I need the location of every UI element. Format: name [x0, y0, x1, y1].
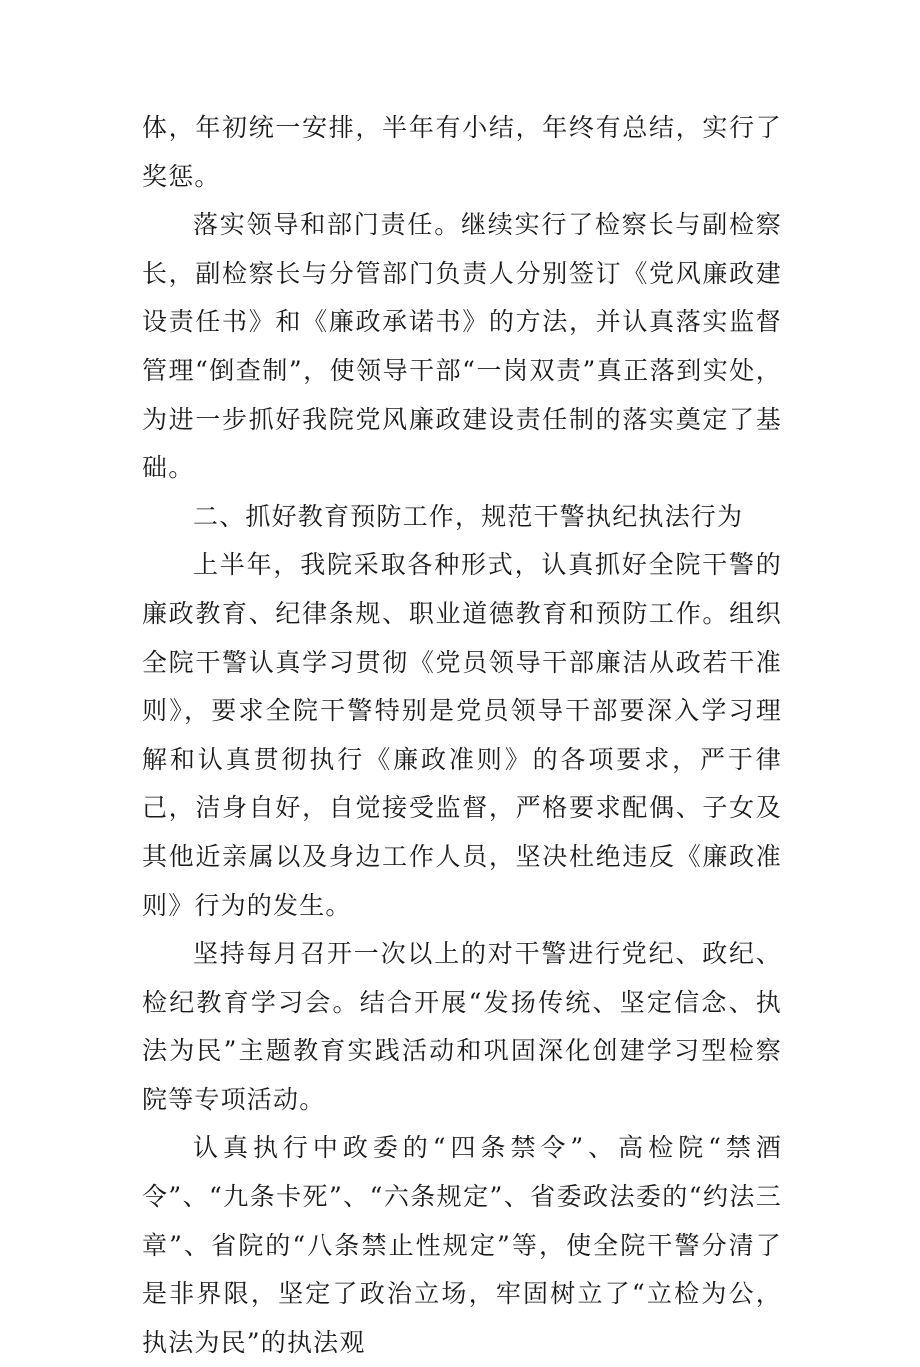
section-heading: 二、抓好教育预防工作，规范干警执纪执法行为 — [193, 501, 744, 531]
paragraph-5: 认真执行中政委的“四条禁令”、高检院“禁酒令”、“九条卡死”、“六条规定”、省委政法委的“约法三章”、省院的“八条禁止性规定”等，使全院干警分清了是非界限，坚定了政治立场，牢固树立了“立检为公，执法为民”的执法观 — [142, 1133, 782, 1357]
paragraph-1: 体，年初统一安排，半年有小结，年终有总结，实行了奖惩。 — [142, 113, 782, 191]
paragraph-2: 落实领导和部门责任。继续实行了检察长与副检察长，副检察长与分管部门负责人分别签订《党风廉政建设责任书》和《廉政承诺书》的方法，并认真落实监督管理“倒查制”，使领导干部“一岗双责”真正落到实处，为进一步抓好我院党风廉政建设责任制的落实奠定了基础。 — [142, 210, 782, 483]
document-body — [142, 104, 782, 1367]
paragraph-4: 坚持每月召开一次以上的对干警进行党纪、政纪、检纪教育学习会。结合开展“发扬传统、坚定信念、执法为民”主题教育实践活动和巩固深化创建学习型检察院等专项活动。 — [142, 939, 782, 1114]
paragraph-3: 上半年，我院采取各种形式，认真抓好全院干警的廉政教育、纪律条规、职业道德教育和预防工作。组织全院干警认真学习贯彻《党员领导干部廉洁从政若干准则》，要求全院干警特别是党员领导干部要深入学习理解和认真贯彻执行《廉政准则》的各项要求，严于律己，洁身自好，自觉接受监督，严格要求配偶、子女及其他近亲属以及身边工作人员，坚决杜绝违反《廉政准则》行为的发生。 — [142, 550, 782, 920]
